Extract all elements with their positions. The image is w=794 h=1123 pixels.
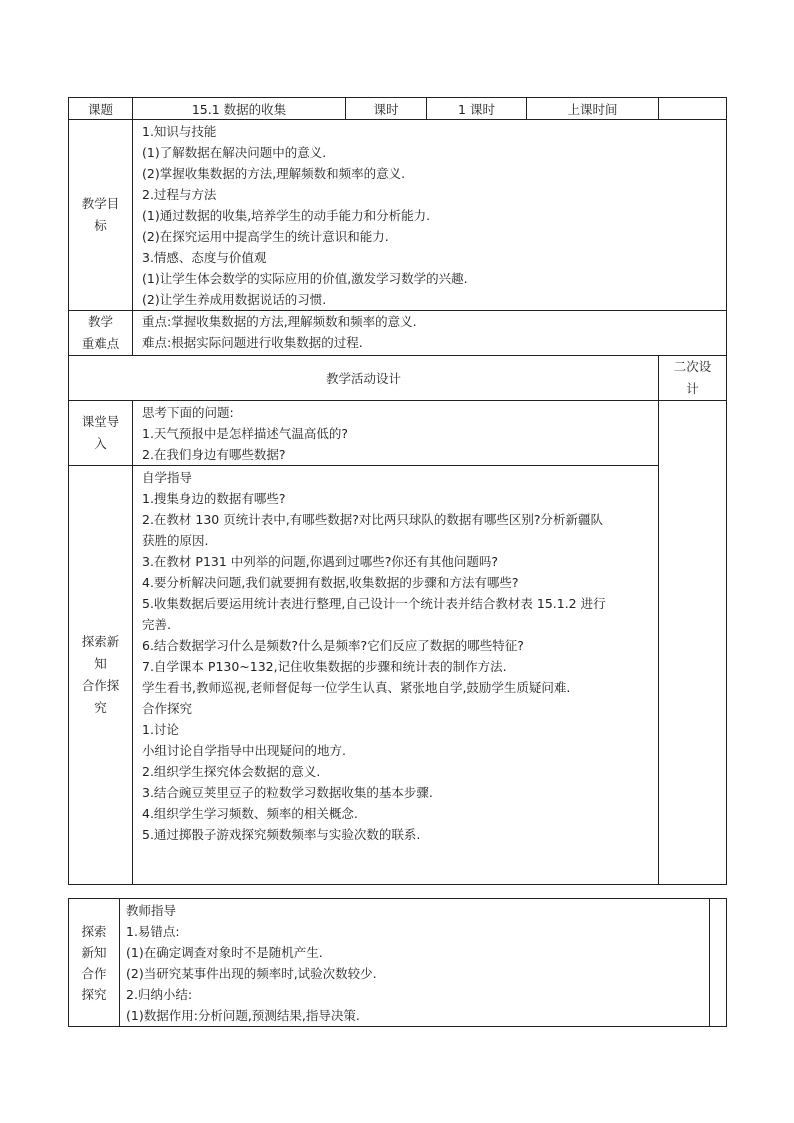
explore-line: 7.自学课本 P130~132,记住收集数据的步骤和统计表的制作方法. <box>142 659 507 674</box>
explore-line: 6.结合数据学习什么是频数?什么是频率?它们反应了数据的哪些特征? <box>142 638 524 653</box>
second-design-cell <box>659 401 727 885</box>
key-point-line: 难点:根据实际问题进行收集数据的过程. <box>142 335 363 350</box>
intro-line: 2.在我们身边有哪些数据? <box>142 447 286 462</box>
key-points-label: 教学 重难点 <box>69 311 133 356</box>
explore-line: 完善. <box>142 617 171 632</box>
explore-line: 自学指导 <box>142 470 193 485</box>
continued-second-design-cell <box>710 899 727 1027</box>
explore-line: 3.在教材 P131 中列举的问题,你遇到过哪些?你还有其他问题吗? <box>142 554 499 569</box>
second-design-header: 二次设 计 <box>659 356 727 401</box>
objectives-label: 教学目 标 <box>69 120 133 311</box>
explore-line: 合作探究 <box>142 701 193 716</box>
explore-line: 4.组织学生学习频数、频率的相关概念. <box>142 806 358 821</box>
continued-content <box>120 899 710 1027</box>
course-title: 15.1 数据的收集 <box>133 98 346 120</box>
hours-value: 1 课时 <box>427 98 527 120</box>
lesson-plan-table-continued <box>68 898 727 1027</box>
explore-line: 学生看书,教师巡视,老师督促每一位学生认真、紧张地自学,鼓励学生质疑问难. <box>142 680 571 695</box>
hours-label: 课时 <box>346 98 427 120</box>
continued-line: (1)在确定调查对象时不是随机产生. <box>126 945 323 960</box>
explore-label: 探索新 知 合作探 究 <box>69 466 133 885</box>
intro-line: 1.天气预报中是怎样描述气温高低的? <box>142 426 349 441</box>
activity-design-title: 教学活动设计 <box>69 356 659 401</box>
intro-content <box>133 401 659 466</box>
explore-line: 5.通过掷骰子游戏探究频数频率与实验次数的联系. <box>142 827 421 842</box>
course-label: 课题 <box>69 98 133 120</box>
objectives-content <box>133 120 727 311</box>
key-points-row <box>69 311 727 356</box>
explore-content <box>133 466 659 885</box>
explore-row <box>69 466 727 885</box>
key-points-content <box>133 311 727 356</box>
objective-line: 2.过程与方法 <box>142 187 217 202</box>
objective-line: (1)让学生体会数学的实际应用的价值,激发学习数学的兴趣. <box>142 271 468 286</box>
explore-line: 1.搜集身边的数据有哪些? <box>142 491 286 506</box>
intro-row <box>69 401 727 466</box>
lesson-plan-table <box>68 97 727 885</box>
objective-line: (2)让学生养成用数据说话的习惯. <box>142 292 327 307</box>
intro-label: 课堂导 入 <box>69 401 133 466</box>
explore-line: 3.结合豌豆荚里豆子的粒数学习数据收集的基本步骤. <box>142 785 433 800</box>
intro-line: 思考下面的问题: <box>142 405 234 420</box>
class-time-label: 上课时间 <box>527 98 659 120</box>
continued-row <box>69 899 727 1027</box>
explore-line: 5.收集数据后要运用统计表进行整理,自己设计一个统计表并结合教材表 15.1.2 进行 <box>142 596 606 611</box>
objective-line: 1.知识与技能 <box>142 124 217 139</box>
explore-line: 4.要分析解决问题,我们就要拥有数据,收集数据的步骤和方法有哪些? <box>142 575 519 590</box>
explore-line: 1.讨论 <box>142 722 179 737</box>
explore-line: 获胜的原因. <box>142 533 209 548</box>
key-point-line: 重点:掌握收集数据的方法,理解频数和频率的意义. <box>142 314 417 329</box>
continued-line: 2.归纳小结: <box>126 987 193 1002</box>
continued-line: (2)当研究某事件出现的频率时,试验次数较少. <box>126 966 377 981</box>
continued-line: 教师指导 <box>126 903 177 918</box>
objective-line: (2)在探究运用中提高学生的统计意识和能力. <box>142 229 389 244</box>
class-time-value <box>659 98 727 120</box>
continued-line: (1)数据作用:分析问题,预测结果,指导决策. <box>126 1008 360 1023</box>
objective-line: (1)通过数据的收集,培养学生的动手能力和分析能力. <box>142 208 431 223</box>
explore-line: 小组讨论自学指导中出现疑问的地方. <box>142 743 346 758</box>
objective-line: (1)了解数据在解决问题中的意义. <box>142 145 327 160</box>
header-row <box>69 98 727 120</box>
objective-line: 3.情感、态度与价值观 <box>142 250 267 265</box>
continued-line: 1.易错点: <box>126 924 180 939</box>
explore-line: 2.组织学生探究体会数据的意义. <box>142 764 321 779</box>
activity-title-row <box>69 356 727 401</box>
objective-line: (2)掌握收集数据的方法,理解频数和频率的意义. <box>142 166 406 181</box>
continued-label: 探索 新知 合作 探究 <box>69 899 120 1027</box>
objectives-row <box>69 120 727 311</box>
explore-line: 2.在教材 130 页统计表中,有哪些数据?对比两只球队的数据有哪些区别?分析新疆队 <box>142 512 603 527</box>
